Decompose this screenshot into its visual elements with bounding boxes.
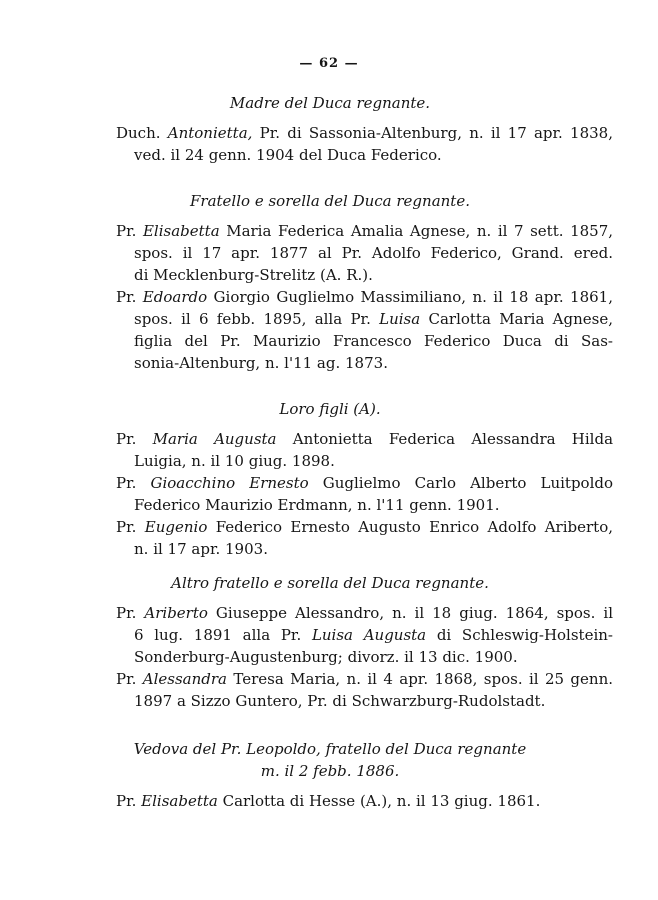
entry-line bbox=[116, 242, 613, 264]
section-heading-line-2: m. il 2 febb. 1886. bbox=[260, 762, 400, 780]
entry-name-italic: Antonietta, bbox=[167, 124, 253, 142]
entry bbox=[116, 668, 613, 712]
entry-line bbox=[116, 472, 613, 494]
entry-text: 1897 a Sizzo Guntero, Pr. di Schwarzburg-Rudolstadt. bbox=[134, 692, 546, 710]
entry-line bbox=[116, 428, 613, 450]
entry-name-italic: Elisabetta bbox=[142, 222, 220, 240]
entry-text: Duch. bbox=[116, 124, 168, 142]
entry-line bbox=[116, 352, 613, 374]
entry-line bbox=[116, 790, 613, 812]
entry-line bbox=[116, 538, 613, 560]
entry-name-italic: Ariberto bbox=[144, 604, 208, 622]
entry bbox=[116, 602, 613, 668]
entry-line bbox=[116, 602, 613, 624]
entry-text: Antonietta Federica Alessandra Hilda bbox=[276, 430, 614, 448]
entry-text: Carlotta di Hesse (A.), n. il 13 giug. 1861. bbox=[217, 792, 541, 810]
entry-text: Pr. di Sassonia-Altenburg, n. il 17 apr. 1838, bbox=[252, 124, 613, 142]
page-number: — 62 — bbox=[299, 56, 359, 71]
entry-text: figlia del Pr. Maurizio Francesco Federico Duca di Sas- bbox=[134, 332, 613, 350]
entry-text: n. il 17 apr. 1903. bbox=[134, 540, 268, 558]
entry-line bbox=[116, 494, 613, 516]
section-heading: Fratello e sorella del Duca regnante. bbox=[190, 192, 470, 210]
entry-text: spos. il 17 apr. 1877 al Pr. Adolfo Federico, Grand. ered. bbox=[134, 244, 613, 262]
section-heading: Loro figli (A). bbox=[279, 400, 381, 418]
entry-text: Luigia, n. il 10 giug. 1898. bbox=[134, 452, 335, 470]
entry-name-italic: Luisa Augusta bbox=[311, 626, 427, 644]
entry-text: spos. il 6 febb. 1895, alla Pr. bbox=[134, 310, 380, 328]
entry-text: Pr. bbox=[116, 288, 143, 306]
entry-name-italic: Maria Augusta bbox=[152, 430, 277, 448]
entry-line bbox=[116, 144, 613, 166]
entry-text: di Mecklenburg-Strelitz (A. R.). bbox=[134, 266, 373, 284]
entry bbox=[116, 516, 613, 560]
entry-line bbox=[116, 220, 613, 242]
entry-text: Pr. bbox=[116, 474, 151, 492]
entry-text: Carlotta Maria Agnese, bbox=[420, 310, 613, 328]
entry bbox=[116, 472, 613, 516]
entry bbox=[116, 428, 613, 472]
entry-text: Federico Maurizio Erdmann, n. l'11 genn. 1901. bbox=[134, 496, 500, 514]
entry-text: Teresa Maria, n. il 4 apr. 1868, spos. il 25 genn. bbox=[227, 670, 614, 688]
entry-text: 6 lug. 1891 alla Pr. bbox=[134, 626, 312, 644]
entry-text: Pr. bbox=[116, 518, 145, 536]
entry-text: Pr. bbox=[116, 792, 142, 810]
section-heading: Vedova del Pr. Leopoldo, fratello del Duca regnante bbox=[133, 740, 527, 758]
entry bbox=[116, 790, 613, 812]
entry bbox=[116, 286, 613, 374]
entry-text: Giuseppe Alessandro, n. il 18 giug. 1864, spos. il bbox=[207, 604, 613, 622]
entry-line bbox=[116, 516, 613, 538]
entry-text: Federico Ernesto Augusto Enrico Adolfo Ariberto, bbox=[207, 518, 613, 536]
entry-line bbox=[116, 122, 613, 144]
entry bbox=[116, 122, 613, 166]
entry-text: Pr. bbox=[116, 604, 145, 622]
entry-text: Maria Federica Amalia Agnese, n. il 7 sett. 1857, bbox=[219, 222, 614, 240]
entry-name-italic: Luisa bbox=[379, 310, 421, 328]
entry-name-italic: Elisabetta bbox=[141, 792, 218, 810]
entry-text: sonia-Altenburg, n. l'11 ag. 1873. bbox=[134, 354, 388, 372]
entry-text: Pr. bbox=[116, 222, 143, 240]
entry-line bbox=[116, 264, 613, 286]
entry-name-italic: Edoardo bbox=[142, 288, 208, 306]
entry-line bbox=[116, 624, 613, 646]
entry-name-italic: Eugenio bbox=[144, 518, 208, 536]
entry-line bbox=[116, 330, 613, 352]
entry-line bbox=[116, 308, 613, 330]
entry-name-italic: Gioacchino Ernesto bbox=[150, 474, 309, 492]
section-heading: Madre del Duca regnante. bbox=[229, 94, 431, 112]
entry-text: di Schleswig-Holstein- bbox=[426, 626, 613, 644]
entry-line bbox=[116, 646, 613, 668]
entry-line bbox=[116, 286, 613, 308]
entry-name-italic: Alessandra bbox=[142, 670, 228, 688]
entry-text: ved. il 24 genn. 1904 del Duca Federico. bbox=[134, 146, 442, 164]
entry-text: Pr. bbox=[116, 430, 153, 448]
entry-text: Giorgio Guglielmo Massimiliano, n. il 18 apr. 1861, bbox=[207, 288, 613, 306]
entry-text: Pr. bbox=[116, 670, 143, 688]
entry-line bbox=[116, 668, 613, 690]
entry-line bbox=[116, 450, 613, 472]
entry-text: Guglielmo Carlo Alberto Luitpoldo bbox=[308, 474, 614, 492]
entry bbox=[116, 220, 613, 286]
entry-line bbox=[116, 690, 613, 712]
section-heading: Altro fratello e sorella del Duca regnante. bbox=[171, 574, 489, 592]
entry-text: Sonderburg-Augustenburg; divorz. il 13 dic. 1900. bbox=[134, 648, 518, 666]
